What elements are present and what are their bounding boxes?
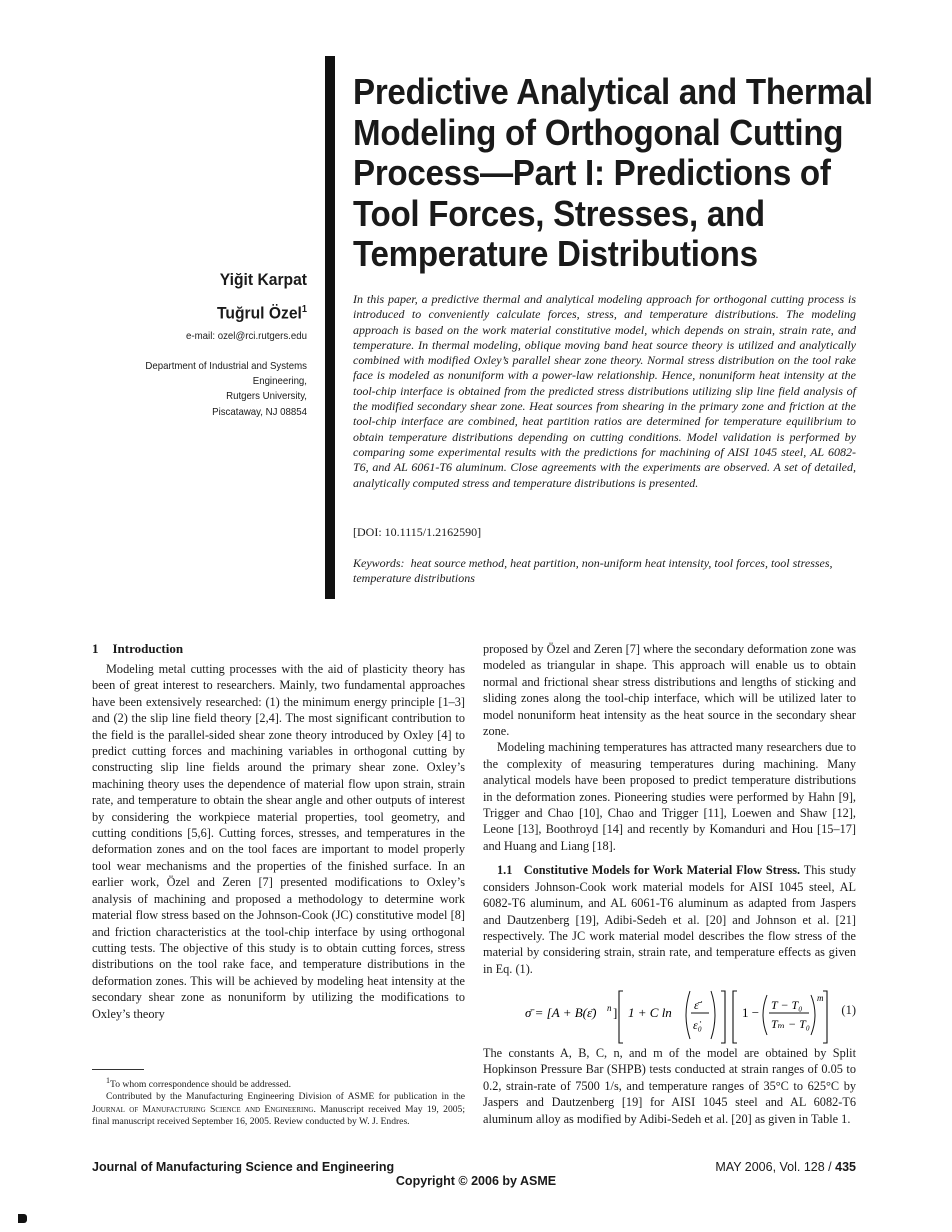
eq-paren-right-icon: [811, 995, 815, 1035]
footnote: [92, 1075, 465, 1091]
doi[interactable]: [DOI: 10.1115/1.2162590]: [353, 525, 482, 539]
body-paragraph: Modeling metal cutting processes with the aid of plasticity theory has been of great interest to researchers. Mainly, two fundamental approaches have been extensively researched: (1) the minimum energy principle [1–3] and (2) the slip line field theory [2,4]. The most significant contribution to the field is the parallel-sided shear zone theory introduced by Oxley [4] to predict cutting forces and machining variables in orthogonal cutting by constructing slip line fields around the primary shear zone. Oxley’s machining theory uses the dependence of material flow upon strain, strain rate, and temperature to obtain the shear angle and other outputs of interest by considering the workpiece material properties, tool geometry, and cutting conditions [5,6]. Cutting forces, stresses, and temperatures in the deformation zones and on the tool faces are important to model properly tool wear mechanisms and the properties of the finished surface. In an earlier work, Özel and Zeren [7] presented modifications to Oxley’s analysis of machining and proposed a methodology to determine work material flow stress based on the Johnson-Cook (JC) constitutive model [8] and friction characteristics at the tool-chip interface by using orthogonal cutting tests. The objective of this study is to obtain cutting forces, stress distributions on the tool rake face, and temperature distributions in the deformation zones. This will be achieved by modeling heat intensity at the secondary shear zone as nonuniform by utilizing the modifications to Oxley’s theory: [92, 662, 465, 1021]
eq-bracket-close: ]: [613, 1005, 618, 1020]
author-block: [47, 265, 307, 420]
eq-one-plus-c: 1 + C ln: [628, 1005, 672, 1020]
eq-one-minus: 1 −: [742, 1005, 760, 1020]
section-heading: [92, 641, 465, 657]
eq-t-denominator: Tₘ − T₀: [771, 1017, 810, 1031]
keywords: [353, 556, 856, 587]
eq-exponent-n: n: [607, 1003, 612, 1013]
right-column: [483, 641, 856, 977]
eq-eps-dot0: ε̇₀: [693, 1018, 702, 1032]
section-title: Introduction: [112, 641, 184, 656]
left-column: [92, 641, 465, 1022]
body-paragraph: The constants A, B, C, n, and m of the model are obtained by Split Hopkinson Pressure Bar (SHPB) tests conducted at strain ranges of 0.05 to 0.2, strain-rate of 7500 1/s, and temperature ranges of 35°C to 625°C by Jaspers and Dautzenberg [19] for AISI 1045 steel and AL 6082-T6 aluminum alloy as modified by Adibi-Sedeh et al. [20] as given in Table 1.: [483, 1046, 856, 1126]
subsection-number: 1.1: [497, 863, 513, 878]
title-line: Temperature Distributions: [353, 233, 758, 274]
author-name: Yiğit Karpat: [219, 270, 307, 289]
eq-bracket-right-icon: [721, 991, 725, 1043]
title-line: Process—Part I: Predictions of: [353, 152, 831, 193]
eq-eps-dot: ε̇̄: [694, 998, 699, 1012]
footer-volume: MAY 2006, Vol. 128 /: [715, 1160, 836, 1174]
footnote-mark: 1: [106, 1076, 110, 1085]
author-email[interactable]: e-mail: ozel@rci.rutgers.edu: [186, 329, 307, 342]
eq-bracket-left-icon: [619, 991, 623, 1043]
keywords-text: heat source method, heat partition, non-uniform heat intensity, tool forces, tool stresses, temperature distributions: [353, 556, 833, 586]
title-accent-bar: [325, 56, 335, 599]
author-name-corresponding: [68, 295, 307, 329]
journal-name: Journal of Manufacturing Science and Engineering: [92, 1103, 314, 1115]
title-line: Modeling of Orthogonal Cutting: [353, 111, 844, 153]
body-paragraph: Modeling machining temperatures has attracted many researchers due to the complexity of measuring temperatures during machining. Many analytical models have been proposed to predict temperature distributions in the deformation zones. Pioneering studies were performed by Hahn [9], Trigger and Chao [10], Chao and Trigger [11], Loewen and Shaw [12], Leone [13], Boothroyd [14] and recently by Komanduri and Hou [15–17] and Huang and Liang [18].: [483, 740, 856, 853]
footnotes: [92, 1075, 465, 1128]
section-number: 1: [92, 641, 99, 656]
author-name: Tuğrul Özel: [217, 303, 302, 323]
subsection-heading: [497, 863, 800, 877]
title-line: Tool Forces, Stresses, and: [353, 192, 765, 234]
title-line: Predictive Analytical and Thermal: [353, 71, 873, 112]
copyright: Copyright © 2006 by ASME: [395, 1174, 557, 1188]
footnote-rule: [92, 1069, 144, 1070]
eq-paren-left-icon: [686, 991, 690, 1039]
abstract: In this paper, a predictive thermal and analytical modeling approach for orthogonal cutting process is introduced to conveniently calculate forces, stress, and temperature distributions. The modeling approach is based on the work material constitutive model, which depends on strain, strain rate, and temperature. In thermal modeling, oblique moving band heat source theory is utilized and analytically combined with modified Oxley’s parallel shear zone theory. Normal stress distribution on the tool rake face is modeled as nonuniform with a power-law relationship. Hence, nonuniform heat intensity at the tool-chip interface is obtained from the predicted stress distributions utilizing slip line field analysis of the modified secondary shear zone. Heat sources from shearing in the primary zone and friction at the tool-chip interface are combined, heat partition ratios are determined for temperature equilibrium to obtain temperature distributions depending on cutting conditions. Model validation is performed by comparing some experimental results with the predictions for machining of AISI 1045 steel, AL 6082-T6, and AL 6061-T6 aluminum. Close agreements with the experiments are observed. A set of detailed, analytically computed stress and temperature distributions is presented.: [353, 292, 856, 490]
body-paragraph: proposed by Özel and Zeren [7] where the secondary deformation zone was modeled as triangular in shape. This approach will enable us to obtain normal and frictional shear stress distributions and lengths of sticking and sliding zones along the tool-chip interface, which will be utilized later to model nonuniform heat intensity as the heat source in the secondary shear zone.: [483, 642, 856, 739]
footnote-text: . Manuscript received May 19, 2005; final manuscript received September 16, 2005. Review conducted by W. J. Endres.: [92, 1103, 465, 1127]
eq-exponent-m: m: [817, 993, 824, 1003]
equation-number: (1): [841, 1003, 856, 1017]
page-number: 435: [835, 1160, 856, 1174]
paper-title: [353, 71, 873, 275]
footer-journal: Journal of Manufacturing Science and Engineering: [92, 1160, 395, 1174]
footnote-text: Contributed by the Manufacturing Engineering Division of ASME for publication in the: [106, 1091, 465, 1103]
affiliation-line: Piscataway, NJ 08854: [212, 405, 307, 418]
eq-paren-left-icon: [763, 995, 767, 1035]
scan-mark-icon: [18, 1214, 27, 1223]
footer-issue: [715, 1160, 856, 1174]
footnote: [92, 1091, 465, 1128]
eq-bracket-left-icon: [733, 991, 737, 1043]
eq-paren-right-icon: [711, 991, 715, 1039]
right-column-continued: [483, 1045, 856, 1127]
footnote-text: To whom correspondence should be addressed.: [110, 1079, 292, 1091]
subsection-title: Constitutive Models for Work Material Flow Stress.: [523, 863, 801, 878]
eq-bracket-right-icon: [823, 991, 827, 1043]
eq-lhs: σ̄ = [A + B(ε̄): [525, 1005, 597, 1020]
affiliation-line: Department of Industrial and Systems: [145, 359, 307, 372]
eq-t-numerator: T − T₀: [771, 998, 803, 1012]
affiliation: [68, 359, 307, 421]
subsection-paragraph: [483, 862, 856, 977]
keywords-label: Keywords:: [353, 556, 405, 570]
affiliation-line: Rutgers University,: [226, 390, 307, 403]
subsection-text: This study considers Johnson-Cook work material models for AISI 1045 steel, AL 6082-T6 aluminum, and AL 6061-T6 aluminum as adapted from Jaspers and Dautzenberg [19], Adibi-Sedeh et al. [20] and Johnson et al. [21] respectively. The JC work material model describes the flow stress of the material by considering strain, strain rate, and temperature effects as given in Eq. (1).: [483, 863, 856, 976]
affiliation-line: Engineering,: [252, 375, 307, 388]
footnote-mark: 1: [301, 304, 307, 315]
